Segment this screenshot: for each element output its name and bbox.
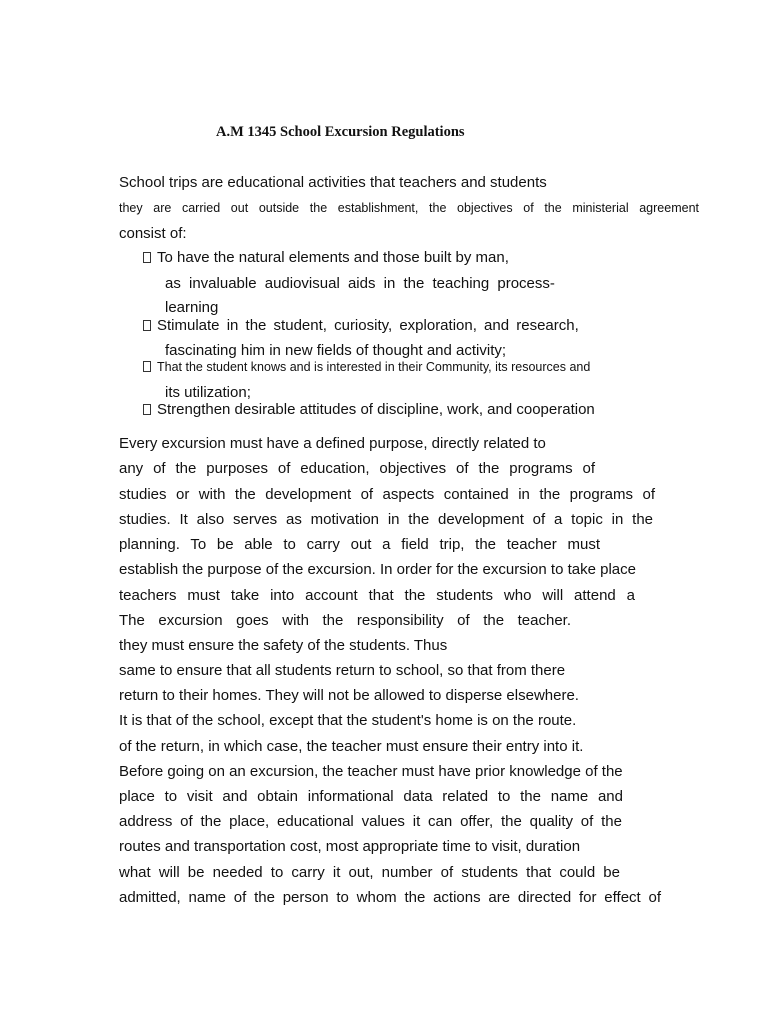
bullet-continuation: fascinating him in new fields of thought and activity; bbox=[165, 342, 507, 359]
bullet-item bbox=[143, 317, 579, 335]
bullet-item bbox=[143, 358, 590, 376]
body-line: The excursion goes with the responsibility of the teacher. bbox=[119, 612, 571, 629]
bullet-continuation: learning bbox=[165, 299, 219, 316]
body-line: admitted, name of the person to whom the actions are directed for effect of bbox=[119, 889, 661, 906]
bullet-box-icon bbox=[143, 252, 151, 263]
bullet-continuation: its utilization; bbox=[165, 384, 251, 401]
body-line: Before going on an excursion, the teacher must have prior knowledge of the bbox=[119, 763, 623, 780]
bullet-text: That the student knows and is interested in their Community, its resources and bbox=[157, 360, 591, 374]
bullet-text: Strengthen desirable attitudes of discipline, work, and cooperation bbox=[157, 401, 595, 418]
bullet-box-icon bbox=[143, 361, 151, 372]
bullet-continuation: as invaluable audiovisual aids in the teaching process- bbox=[165, 275, 555, 292]
body-line: they must ensure the safety of the students. Thus bbox=[119, 637, 448, 654]
intro-line: consist of: bbox=[119, 225, 187, 242]
intro-line: they are carried out outside the establishment, the objectives of the ministerial agreement bbox=[119, 201, 699, 215]
body-line: routes and transportation cost, most appropriate time to visit, duration bbox=[119, 838, 581, 855]
body-line: what will be needed to carry it out, number of students that could be bbox=[119, 864, 620, 881]
bullet-item bbox=[143, 249, 509, 267]
bullet-item bbox=[143, 401, 595, 419]
body-line: planning. To be able to carry out a field trip, the teacher must bbox=[119, 536, 600, 553]
body-line: studies. It also serves as motivation in the development of a topic in the bbox=[119, 511, 653, 528]
body-line: establish the purpose of the excursion. In order for the excursion to take place bbox=[119, 561, 636, 578]
body-line: studies or with the development of aspects contained in the programs of bbox=[119, 486, 655, 503]
body-line: It is that of the school, except that the student's home is on the route. bbox=[119, 712, 577, 729]
body-line: of the return, in which case, the teacher must ensure their entry into it. bbox=[119, 738, 584, 755]
bullet-box-icon bbox=[143, 320, 151, 331]
body-line: teachers must take into account that the students who will attend a bbox=[119, 587, 635, 604]
body-line: address of the place, educational values it can offer, the quality of the bbox=[119, 813, 622, 830]
body-line: any of the purposes of education, objectives of the programs of bbox=[119, 460, 595, 477]
body-line: Every excursion must have a defined purpose, directly related to bbox=[119, 435, 546, 452]
body-line: place to visit and obtain informational data related to the name and bbox=[119, 788, 623, 805]
body-line: return to their homes. They will not be allowed to disperse elsewhere. bbox=[119, 687, 579, 704]
body-line: same to ensure that all students return to school, so that from there bbox=[119, 662, 566, 679]
document-title: A.M 1345 School Excursion Regulations bbox=[216, 124, 465, 140]
bullet-box-icon bbox=[143, 404, 151, 415]
bullet-text: Stimulate in the student, curiosity, exploration, and research, bbox=[157, 317, 579, 334]
intro-line: School trips are educational activities that teachers and students bbox=[119, 174, 547, 191]
bullet-text: To have the natural elements and those built by man, bbox=[157, 249, 509, 266]
